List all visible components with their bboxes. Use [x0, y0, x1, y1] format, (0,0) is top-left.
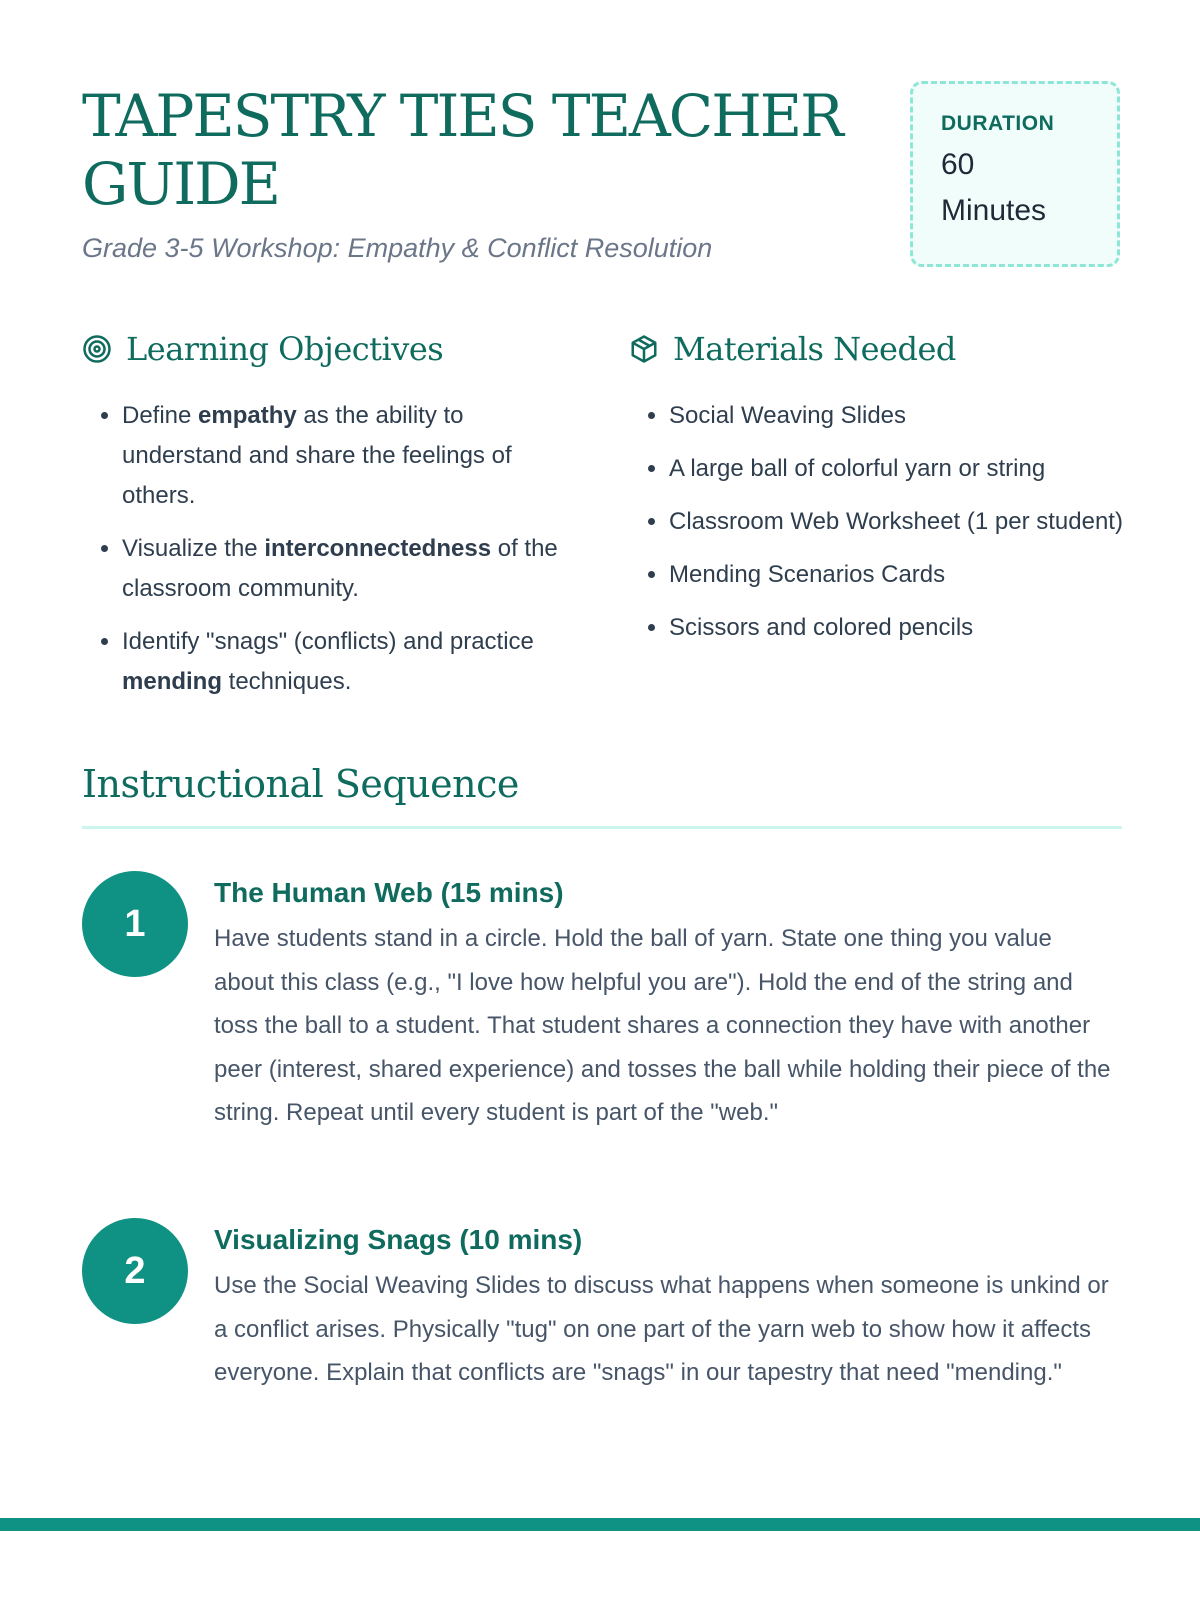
step-description: Use the Social Weaving Slides to discuss what happens when someone is unkind or a conflict arises. Physically "tug" on one part of the yarn web to show how it affects everyone. Explain that conflicts are "snags" in our tapestry that need "mending.": [214, 1272, 1109, 1386]
list-item: • Visualize the interconnectedness of the classroom community.: [122, 529, 582, 609]
page-title: TAPESTRY TIES TEACHER GUIDE: [82, 82, 842, 218]
page-subtitle: Grade 3-5 Workshop: Empathy & Conflict Resolution: [82, 233, 713, 263]
objectives-heading: Learning Objectives: [82, 330, 582, 368]
list-item: • Define empathy as the ability to understand and share the feelings of others.: [122, 396, 582, 516]
materials-heading: Materials Needed: [629, 330, 1129, 368]
list-item: • A large ball of colorful yarn or string: [669, 449, 1129, 489]
duration-box: [910, 81, 1120, 267]
duration-unit: Minutes: [941, 194, 1047, 227]
footer-bar: [0, 1518, 1200, 1531]
duration-label: DURATION: [941, 112, 1055, 135]
divider: [82, 826, 1122, 829]
package-icon: [629, 334, 659, 364]
list-item: • Identify "snags" (conflicts) and practice mending techniques.: [122, 622, 582, 702]
duration-value: 60: [941, 148, 975, 181]
list-item: • Mending Scenarios Cards: [669, 555, 1129, 595]
materials-section: [629, 330, 1129, 661]
step-title: Visualizing Snags (10 mins): [214, 1224, 583, 1255]
step-number-badge: 1: [82, 871, 188, 977]
target-icon: [82, 334, 112, 364]
step-description: Have students stand in a circle. Hold the ball of yarn. State one thing you value about this class (e.g., "I love how helpful you are"). Hold the end of the string and toss the ball to a student. That student shares a connection they have with another peer (interest, shared experience) and tosses the ball while holding their piece of the string. Repeat until every student is part of the "web.": [214, 925, 1111, 1126]
step-title: The Human Web (15 mins): [214, 877, 564, 908]
list-item: • Classroom Web Worksheet (1 per student): [669, 502, 1129, 542]
step-number-badge: 2: [82, 1218, 188, 1324]
sequence-heading: Instructional Sequence: [82, 762, 519, 806]
list-item: • Social Weaving Slides: [669, 396, 1129, 436]
list-item: • Scissors and colored pencils: [669, 608, 1129, 648]
learning-objectives-section: [82, 330, 582, 715]
